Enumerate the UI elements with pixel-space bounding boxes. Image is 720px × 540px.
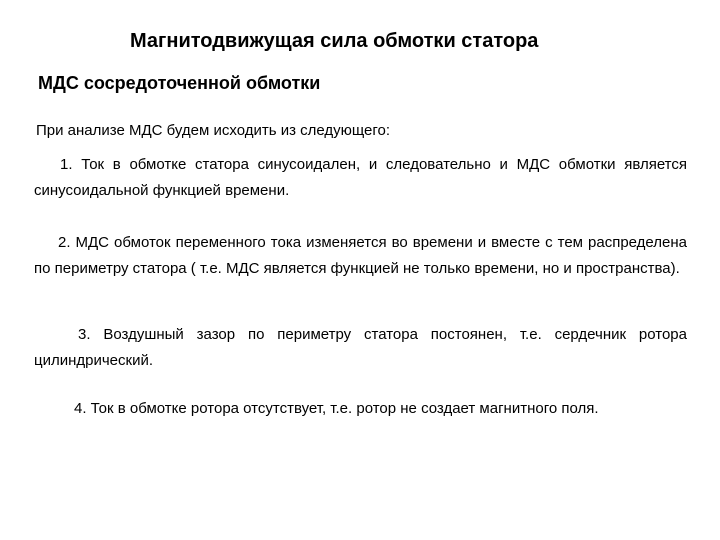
list-item-2: 2. МДС обмоток переменного тока изменяется во времени и вместе с тем распределена по периметру статора ( т.е. МДС является функцией не только времени, но и пространства). xyxy=(34,234,687,277)
list-item-4: 4. Ток в обмотке ротора отсутствует, т.е. ротор не создает магнитного поля. xyxy=(74,400,599,417)
list-item-3: 3. Воздушный зазор по периметру статора постоянен, т.е. сердечник ротора цилиндрический. xyxy=(34,326,687,369)
slide-title: Магнитодвижущая сила обмотки статора xyxy=(130,30,539,52)
slide-subtitle: МДС сосредоточенной обмотки xyxy=(38,73,321,93)
intro-text: При анализе МДС будем исходить из следующего: xyxy=(36,122,391,139)
list-item-1: 1. Ток в обмотке статора синусоидален, и следовательно и МДС обмотки является синусоидальной функцией времени. xyxy=(34,156,687,199)
